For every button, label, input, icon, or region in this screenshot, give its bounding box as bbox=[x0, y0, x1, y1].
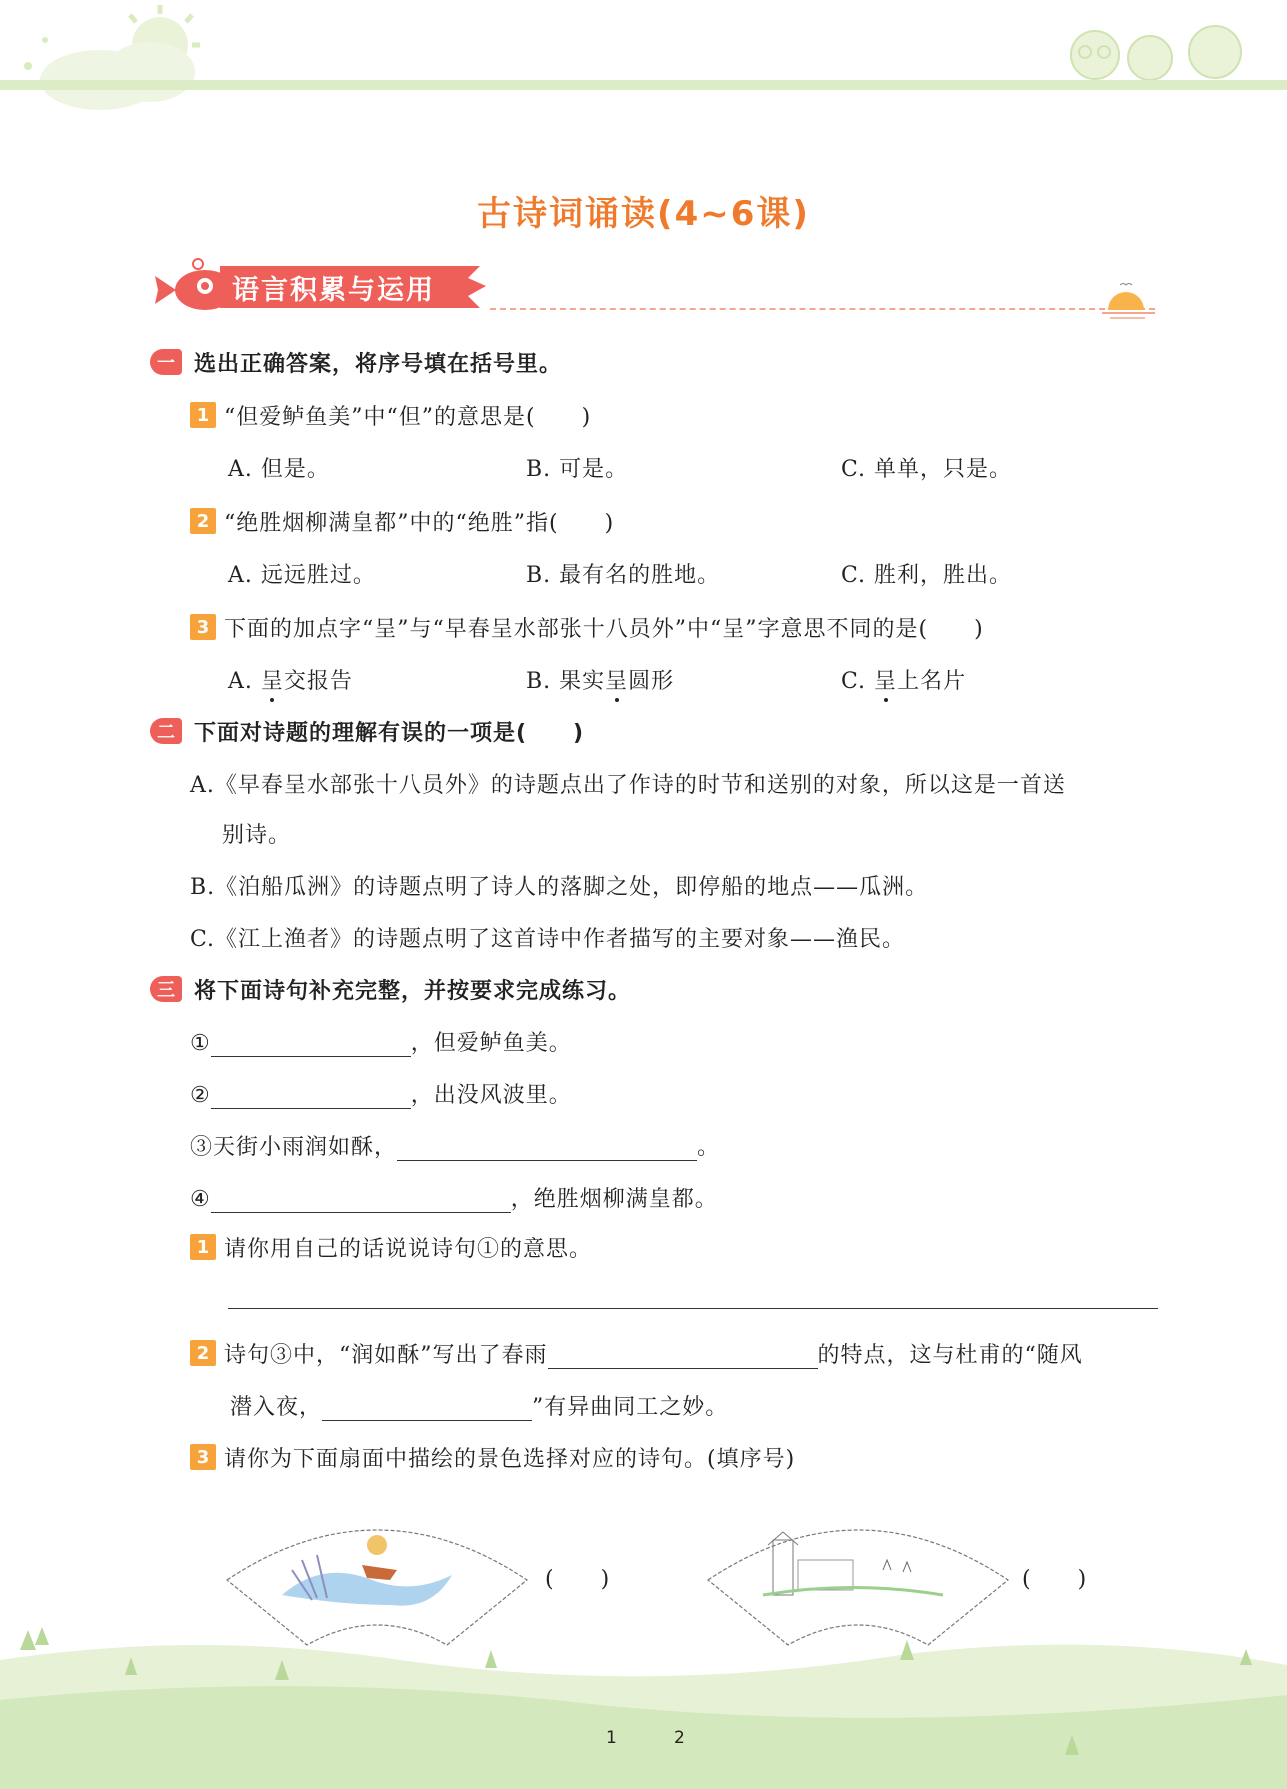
item-stem: “但爱鲈鱼美”中“但”的意思是( ) bbox=[224, 404, 592, 430]
option-prefix: C. bbox=[841, 669, 875, 694]
dotted-char: 呈 bbox=[874, 669, 898, 694]
question-text: 下面对诗题的理解有误的一项是( ) bbox=[194, 720, 585, 746]
dotted-char: 呈 bbox=[605, 669, 629, 694]
q3-sub-2 bbox=[190, 1336, 1083, 1370]
option-a bbox=[228, 664, 353, 695]
option-c bbox=[841, 664, 966, 695]
item-stem bbox=[224, 1338, 1083, 1369]
line-prefix: ③天街小雨润如酥， bbox=[190, 1135, 398, 1160]
line-prefix: ② bbox=[190, 1083, 211, 1108]
page-number-right: 2 bbox=[674, 1728, 685, 1748]
q2-option-b: B.《泊船瓜洲》的诗题点明了诗人的落脚之处，即停船的地点——瓜洲。 bbox=[190, 875, 929, 900]
line-prefix: ④ bbox=[190, 1187, 211, 1212]
stem-suffix: ”有异曲同工之妙。 bbox=[532, 1395, 729, 1420]
q2-option-c: C.《江上渔者》的诗题点明了这首诗中作者描写的主要对象——渔民。 bbox=[190, 927, 906, 952]
item-number: 1 bbox=[190, 1234, 216, 1260]
question-text: 选出正确答案，将序号填在括号里。 bbox=[194, 351, 563, 377]
header-line bbox=[0, 80, 1287, 90]
line-suffix: ，出没风波里。 bbox=[410, 1083, 572, 1108]
item-number: 2 bbox=[190, 508, 216, 534]
header-decoration bbox=[0, 0, 1287, 110]
item-stem: “绝胜烟柳满皇都”中的“绝胜”指( ) bbox=[224, 510, 615, 536]
question-text: 将下面诗句补充完整，并按要求完成练习。 bbox=[194, 978, 632, 1004]
line-prefix: ① bbox=[190, 1031, 211, 1056]
q2-option-a: A.《早春呈水部张十八员外》的诗题点出了作诗的时节和送别的对象，所以这是一首送 bbox=[190, 773, 1066, 798]
item-stem: 下面的加点字“呈”与“早春呈水部张十八员外”中“呈”字意思不同的是( ) bbox=[224, 616, 984, 642]
q3-sub-1 bbox=[190, 1230, 592, 1264]
fan-answer-1[interactable]: ( ) bbox=[545, 1567, 611, 1592]
dotted-char: 呈 bbox=[260, 669, 284, 694]
sun-cloud-icon bbox=[24, 5, 200, 110]
question-badge: 三 bbox=[150, 976, 182, 1002]
item-number: 2 bbox=[190, 1340, 216, 1366]
option-b: B. 可是。 bbox=[526, 457, 629, 482]
stem-prefix: 诗句③中，“润如酥”写出了春雨 bbox=[224, 1342, 548, 1368]
q2-option-a-cont: 别诗。 bbox=[222, 823, 292, 848]
q3-sub-3 bbox=[190, 1440, 795, 1474]
blank-input[interactable] bbox=[211, 1086, 411, 1109]
q1-item-2 bbox=[190, 504, 614, 538]
sunset-icon bbox=[1100, 280, 1160, 325]
poem-line-1 bbox=[190, 1026, 572, 1057]
poem-line-3 bbox=[190, 1130, 720, 1161]
question-badge: 二 bbox=[150, 718, 182, 744]
section-title: 语言积累与运用 bbox=[232, 275, 435, 306]
item-stem: 请你为下面扇面中描绘的景色选择对应的诗句。(填序号) bbox=[224, 1446, 796, 1472]
question-2-header bbox=[150, 714, 584, 748]
question-3-header bbox=[150, 972, 631, 1006]
option-suffix: 圆形 bbox=[628, 669, 675, 694]
animal-faces-icon bbox=[1071, 26, 1241, 80]
answer-line[interactable] bbox=[228, 1308, 1158, 1309]
option-prefix: A. bbox=[228, 669, 261, 694]
option-c: C. 胜利，胜出。 bbox=[841, 563, 1013, 588]
blank-input[interactable] bbox=[211, 1034, 411, 1057]
item-number: 3 bbox=[190, 1444, 216, 1470]
line-suffix: ，绝胜烟柳满皇都。 bbox=[510, 1187, 718, 1212]
option-c: C. 单单，只是。 bbox=[841, 457, 1013, 482]
option-a: A. 远远胜过。 bbox=[228, 563, 376, 588]
line-suffix: 。 bbox=[697, 1135, 721, 1160]
question-badge: 一 bbox=[150, 349, 182, 375]
blank-input[interactable] bbox=[548, 1346, 818, 1369]
stem-suffix: 的特点，这与杜甫的“随风 bbox=[817, 1342, 1083, 1368]
q1-item-3 bbox=[190, 610, 984, 644]
section-banner bbox=[150, 258, 490, 314]
q1-item-1 bbox=[190, 398, 591, 432]
stem-prefix: 潜入夜， bbox=[230, 1395, 323, 1420]
poem-line-4 bbox=[190, 1182, 718, 1213]
item-number: 1 bbox=[190, 402, 216, 428]
page-title: 古诗词诵读(4~6课) bbox=[477, 194, 810, 234]
option-suffix: 上名片 bbox=[897, 669, 967, 694]
option-suffix: 交报告 bbox=[283, 669, 353, 694]
fan-answer-2[interactable]: ( ) bbox=[1022, 1567, 1088, 1592]
option-b bbox=[526, 664, 674, 695]
line-suffix: ，但爱鲈鱼美。 bbox=[410, 1031, 572, 1056]
footer-landscape bbox=[0, 1620, 1287, 1789]
section-divider bbox=[490, 308, 1155, 310]
item-number: 3 bbox=[190, 614, 216, 640]
blank-input[interactable] bbox=[397, 1138, 697, 1161]
question-1-header bbox=[150, 345, 562, 379]
q3-sub-2-cont bbox=[230, 1390, 728, 1421]
blank-input[interactable] bbox=[211, 1190, 511, 1213]
option-a: A. 但是。 bbox=[228, 457, 330, 482]
poem-line-2 bbox=[190, 1078, 572, 1109]
option-prefix: B. 果实 bbox=[526, 669, 606, 694]
blank-input[interactable] bbox=[322, 1398, 532, 1421]
page-number-left: 1 bbox=[606, 1728, 617, 1748]
option-b: B. 最有名的胜地。 bbox=[526, 563, 721, 588]
item-stem: 请你用自己的话说说诗句①的意思。 bbox=[224, 1236, 593, 1262]
